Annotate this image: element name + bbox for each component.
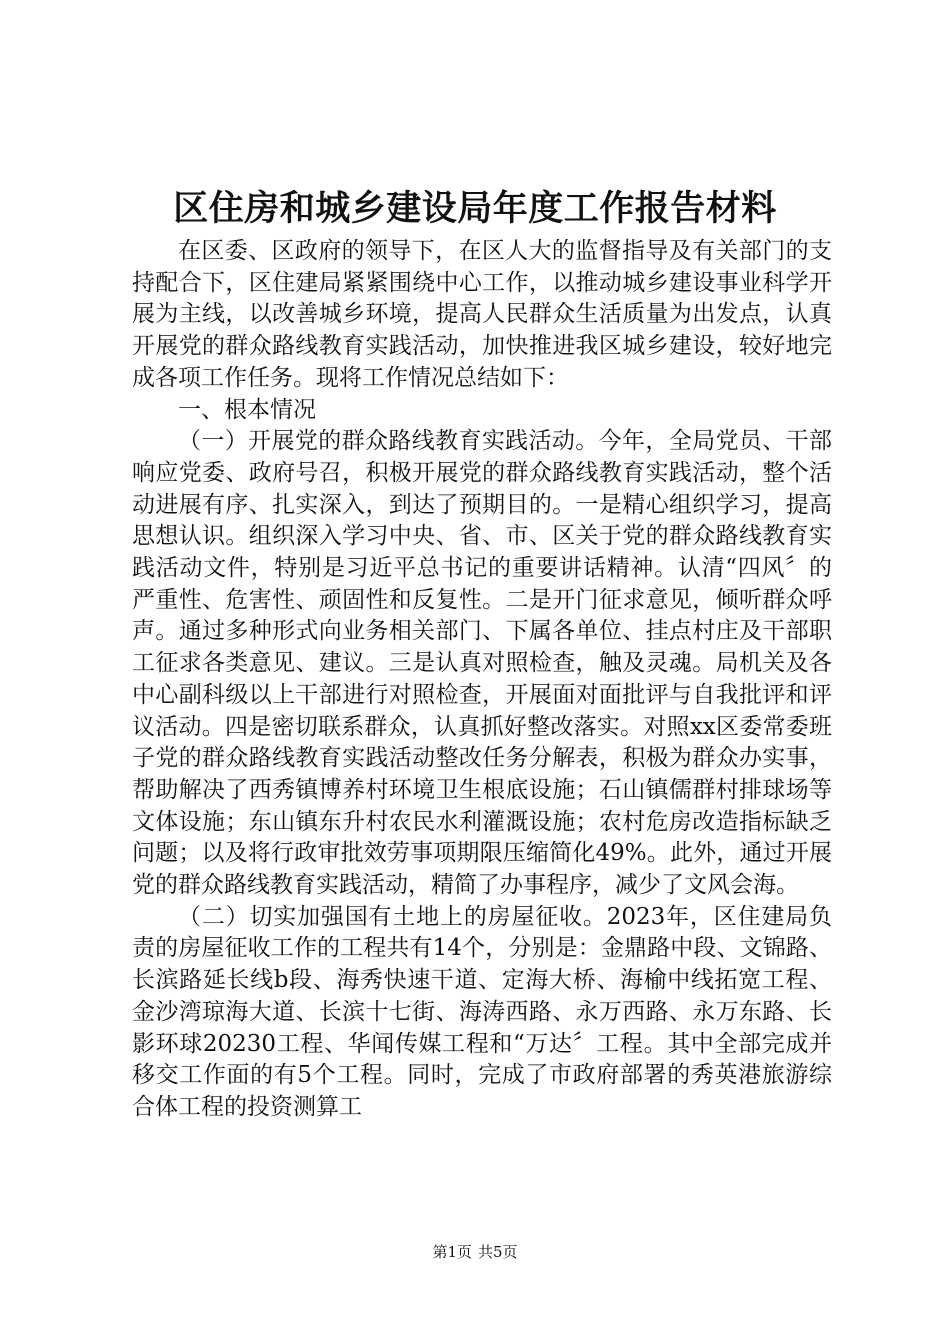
document-title: 区住房和城乡建设局年度工作报告材料 <box>173 189 777 229</box>
page-number: 第1页 <box>432 1243 472 1261</box>
document-body <box>132 236 832 1124</box>
paragraph-mass-line: （一）开展党的群众路线教育实践活动。今年，全局党员、干部响应党委、政府号召，积极开展党的群众路线教育实践活动，整个活动进展有序、扎实深入，到达了预期目的。一是精心组织学习，提高思想认识。组织深入学习中央、省、市、区关于党的群众路线教育实践活动文件，特别是习近平总书记的重要讲话精神。认清“四风〞的严重性、危害性、顽固性和反复性。二是开门征求意见，倾听群众呼声。通过多种形式向业务相关部门、下属各单位、挂点村庄及干部职工征求各类意见、建议。三是认真对照检查，触及灵魂。局机关及各中心副科级以上干部进行对照检查，开展面对面批评与自我批评和评议活动。四是密切联系群众，认真抓好整改落实。对照xx区委常委班子党的群众路线教育实践活动整改任务分解表，积极为群众办实事，帮助解决了西秀镇博养村环境卫生根底设施；石山镇儒群村排球场等文体设施；东山镇东升村农民水利灌溉设施；农村危房改造指标缺乏问题；以及将行政审批效劳事项期限压缩简化49%。此外，通过开展党的群众路线教育实践活动，精简了办事程序，减少了文风会海。 <box>132 428 832 899</box>
page-total: 共5页 <box>478 1243 518 1261</box>
paragraph-intro: 在区委、区政府的领导下，在区人大的监督指导及有关部门的支持配合下，区住建局紧紧围绕中心工作，以推动城乡建设事业科学开展为主线，以改善城乡环境，提高人民群众生活质量为出发点，认真开展党的群众路线教育实践活动，加快推进我区城乡建设，较好地完成各项工作任务。现将工作情况总结如下： <box>132 238 832 391</box>
page-footer <box>0 1242 950 1262</box>
section-heading: 一、根本情况 <box>178 396 316 423</box>
paragraph-expropriation: （二）切实加强国有土地上的房屋征收。2023年，区住建局负责的房屋征收工作的工程共有14个，分别是：金鼎路中段、文锦路、长滨路延长线b段、海秀快速干道、定海大桥、海榆中线拓宽工程、金沙湾琼海大道、长滨十七街、海涛西路、永万西路、永万东路、长影环球20230工程、华闻传媒工程和“万达〞工程。其中全部完成并移交工作面的有5个工程。同时，完成了市政府部署的秀英港旅游综合体工程的投资测算工 <box>132 903 832 1120</box>
